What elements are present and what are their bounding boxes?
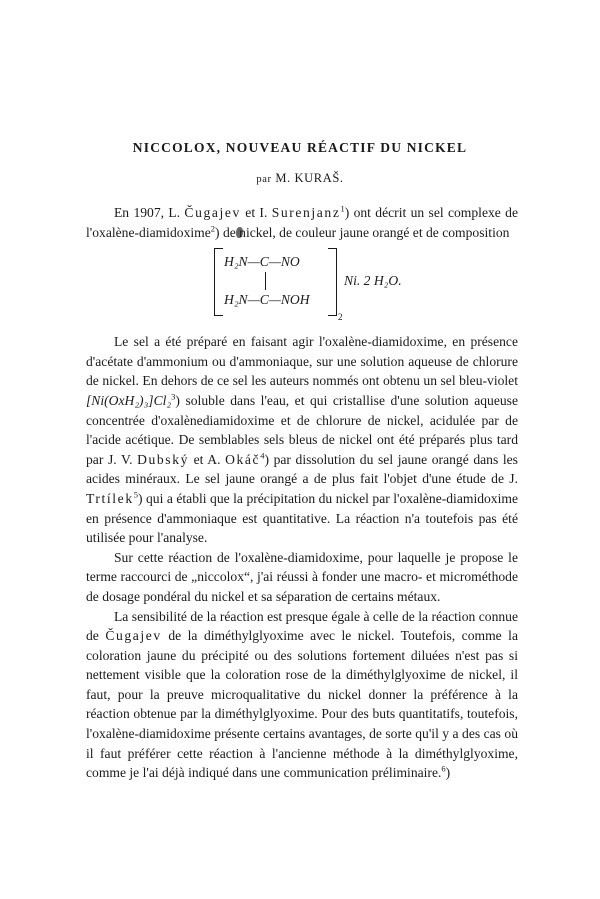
p2-text-5: ) qui a établi que la précipitation du nickel par l'oxalène-diamidoxime en présence d'ammoniaque est quantitative. La réaction n'a toutefois pas été utilisée pour l'analyse. [86, 490, 518, 546]
article-body [86, 203, 518, 783]
p2-text-1: Le sel a été préparé en faisant agir l'oxalène-diamidoxime, en présence d'acétate d'ammonium ou d'ammoniaque, sur une solution aqueuse de chlorure de nickel. En dehors de ce sel les auteurs nommés ont obtenu un sel bleu-violet [86, 334, 518, 389]
p2-formula: [Ni(OxH₂)₃]Cl₂ [86, 392, 172, 408]
footnote-ref-6: 6 [441, 763, 446, 774]
author-name: M. KURAŠ. [275, 171, 344, 185]
p4-text-3: ) [445, 765, 451, 781]
p4-author-cugajev: Čugajev [105, 628, 162, 644]
p1-text-1: En 1907, L. [114, 205, 185, 220]
formula-left-bracket [214, 248, 223, 316]
paragraph-1 [86, 203, 518, 242]
footnote-ref-3: 3 [171, 391, 176, 402]
paragraph-2 [86, 332, 518, 548]
p4-text-1: La sensibilité de la réaction est presque égale à celle de la réaction connue de [86, 608, 518, 644]
p1-text-4: ) de nickel, de couleur jaune orangé et de composition [215, 224, 510, 240]
p4-text-2: de la diméthylglyoxime avec le nickel. Toutefois, comme la coloration jaune du précipité ou des solutions fortement diluées n'est pas si nettement visible que la coloration rose de la diméthylglyoxime de nickel, il faut, pour la preuve microqualitative du nickel donner la préférence à la réaction obtenue par la diméthylglyoxime. Pour des buts quantitatifs, toutefois, l'oxalène-diamidoxime présente certains avantages, de sorte qu'il y a des cas où il faut préférer cette réaction à l'ancienne méthode à la diméthylglyoxime, comme je l'ai déjà indiqué dans une communication préliminaire. [86, 628, 518, 781]
paragraph-3: Sur cette réaction de l'oxalène-diamidoxime, pour laquelle je propose le terme raccourci de „niccolox“, j'ai réussi à fonder une macro- et microméthode de dosage pondéral du nickel et sa séparation de certains métaux. [86, 549, 518, 604]
p2-author-okac: Okáč [225, 451, 261, 467]
p2-text-3: et A. [189, 451, 226, 467]
p1-text-3: ) ont décrit un sel complexe de l'oxalène-diamidoxime [86, 205, 518, 240]
article-title: NICCOLOX, NOUVEAU RÉACTIF DU NICKEL [132, 140, 468, 155]
p1-author-cugajev: Čugajev [184, 205, 241, 220]
footnote-ref-4: 4 [260, 450, 265, 461]
p2-text-4: ) par dissolution du sel jaune orangé dans les acides minéraux. Le sel jaune orangé a de plus fait l'objet d'une étude de J. [86, 451, 518, 487]
footnote-ref-5: 5 [133, 489, 138, 500]
paragraph-4 [86, 607, 518, 783]
footnote-ref-1: 1 [340, 203, 345, 214]
formula-bond-line [265, 272, 266, 290]
footnote-ref-2: 2 [210, 223, 216, 234]
p2-text-2: ) soluble dans l'eau, et qui cristallise d'une solution aqueuse concentrée d'oxalènediamidoxime et de chlorure de nickel, acidulée par de l'acide acétique. De semblables sels bleus de nickel ont été préparés plus tard par J. V. [86, 392, 518, 467]
formula-row-1: H₂N—C—NO [224, 254, 300, 270]
p1-author-surenjanz: Surenjanz [271, 205, 341, 220]
formula-right-bracket [328, 248, 337, 316]
author-prefix: par [256, 174, 272, 185]
author-line [0, 171, 600, 186]
p2-author-trtilek: Trtílek [86, 490, 134, 506]
p2-author-dubsky: Dubský [137, 451, 189, 467]
chemical-formula [86, 248, 518, 326]
p1-text-2: et I. [240, 205, 272, 220]
formula-subscript: 2 [338, 312, 343, 323]
formula-row-2: H₂N—C—NOH [224, 292, 310, 308]
formula-suffix: Ni. 2 H₂O. [344, 273, 402, 289]
